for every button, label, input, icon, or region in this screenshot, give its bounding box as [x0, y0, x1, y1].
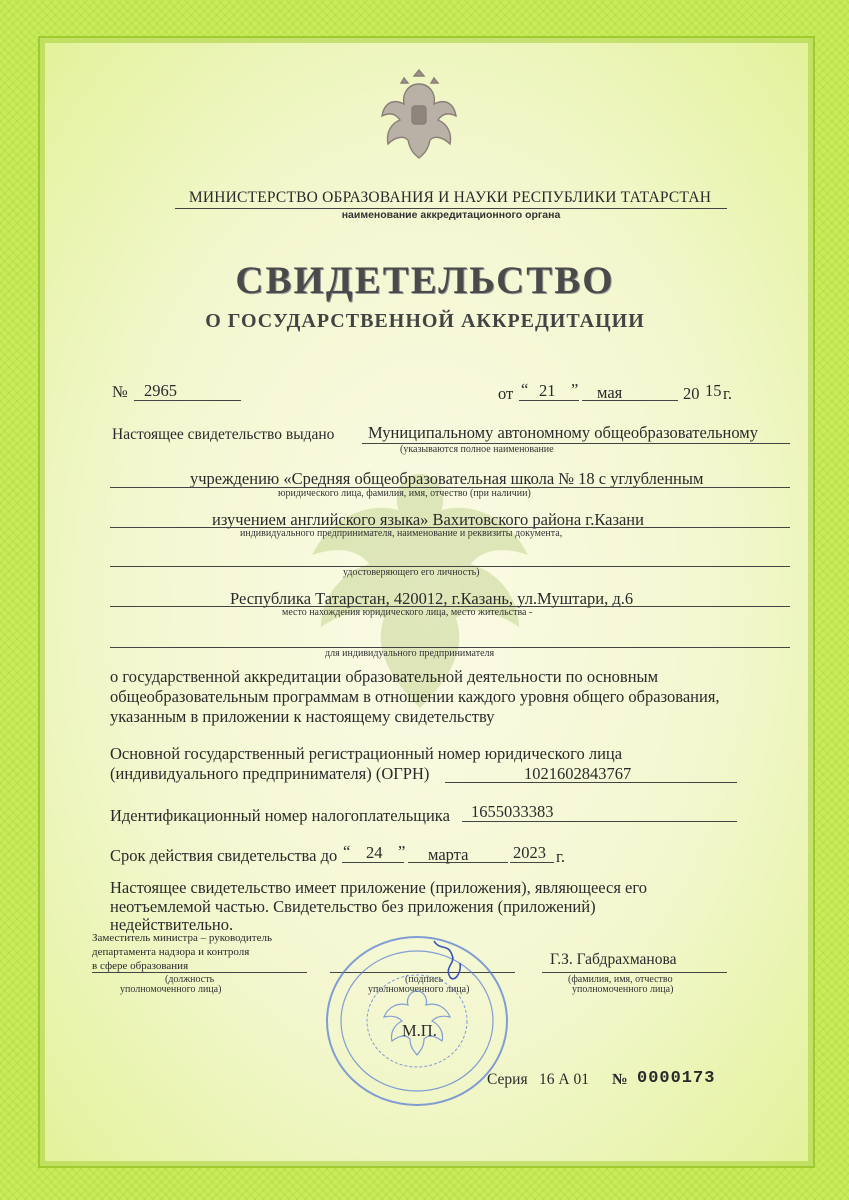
- issued-caption-4: удостоверяющего его личность): [343, 567, 480, 578]
- ministry-caption: наименование аккредитационного органа: [341, 209, 561, 221]
- issued-line-3: изучением английского языка» Вахитовского района г.Казани: [212, 510, 644, 529]
- ogrn-line-2: (индивидуального предпринимателя) (ОГРН): [110, 764, 430, 783]
- year-suffix: 15: [705, 381, 722, 400]
- certificate-number: 2965: [144, 381, 177, 400]
- date-open-quote: “: [521, 380, 529, 399]
- name-underline: [542, 972, 727, 973]
- accreditation-line-2: общеобразовательным программам в отношении каждого уровня общего образования,: [110, 687, 720, 706]
- month-underline: [582, 400, 678, 401]
- validity-year-underline: [510, 862, 554, 863]
- series-value: 16 А 01: [539, 1071, 589, 1088]
- validity-day-underline: [342, 862, 404, 863]
- issued-line-1: Муниципальному автономному общеобразовательному: [368, 423, 758, 442]
- validity-month: марта: [428, 845, 469, 864]
- number-label: №: [112, 382, 128, 401]
- certificate-title: СВИДЕТЕЛЬСТВО: [235, 259, 615, 302]
- issued-line-2: учреждению «Средняя общеобразовательная школа № 18 с углубленным: [190, 469, 704, 488]
- issued-address: Республика Татарстан, 420012, г.Казань, ул.Муштари, д.6: [230, 589, 634, 608]
- serial-number-label: №: [612, 1071, 628, 1088]
- signature-caption-1: (подпись: [405, 974, 444, 985]
- series-label: Серия: [487, 1071, 528, 1088]
- coat-of-arms-emblem: [378, 64, 460, 160]
- inn-value: 1655033383: [471, 802, 554, 821]
- issued-caption-2: юридического лица, фамилия, имя, отчество (при наличии): [278, 488, 531, 499]
- accreditation-line-3: указанным в приложении к настоящему свидетельству: [110, 707, 495, 726]
- date-day: 21: [539, 381, 556, 400]
- issued-caption-1: (указываются полное наименование: [400, 444, 554, 455]
- validity-year: 2023: [513, 843, 546, 862]
- validity-month-underline: [408, 862, 508, 863]
- validity-year-mark: г.: [556, 847, 566, 866]
- inn-label: Идентификационный номер налогоплательщика: [110, 806, 450, 825]
- appendix-line-2: неотъемлемой частью. Свидетельство без приложения (приложений): [110, 897, 596, 916]
- position-caption-1: (должность: [165, 974, 215, 985]
- position-line-3: в сфере образования: [92, 960, 189, 972]
- validity-day: 24: [366, 843, 383, 862]
- position-caption-2: уполномоченного лица): [120, 984, 222, 995]
- certificate-subtitle: О ГОСУДАРСТВЕННОЙ АККРЕДИТАЦИИ: [205, 310, 645, 332]
- date-month: мая: [597, 383, 623, 402]
- handwritten-signature: [434, 941, 460, 979]
- validity-open-quote: “: [343, 842, 351, 861]
- validity-label: Срок действия свидетельства до: [110, 846, 338, 865]
- position-line-2: департамента надзора и контроля: [92, 946, 250, 958]
- position-underline: [92, 972, 307, 973]
- issued-caption-3: индивидуального предпринимателя, наименование и реквизиты документа,: [240, 528, 563, 539]
- issued-label: Настоящее свидетельство выдано: [112, 426, 335, 443]
- issued-caption-6: для индивидуального предпринимателя: [325, 648, 495, 659]
- appendix-line-3: недействительно.: [110, 915, 234, 934]
- mp-mark: М.П.: [402, 1021, 437, 1040]
- date-close-quote: ”: [571, 380, 579, 399]
- signatory-name: Г.З. Габдрахманова: [550, 951, 677, 968]
- inn-underline: [462, 821, 737, 822]
- position-line-1: Заместитель министра – руководитель: [92, 932, 272, 944]
- day-underline: [519, 400, 579, 401]
- year-prefix: 20: [683, 384, 700, 403]
- date-prefix: от: [498, 384, 514, 403]
- name-caption-1: (фамилия, имя, отчество: [568, 974, 673, 985]
- ogrn-line-1: Основной государственный регистрационный номер юридического лица: [110, 744, 623, 763]
- ministry-name: МИНИСТЕРСТВО ОБРАЗОВАНИЯ И НАУКИ РЕСПУБЛИКИ ТАТАРСТАН: [188, 189, 712, 206]
- appendix-line-1: Настоящее свидетельство имеет приложение (приложения), являющееся его: [110, 878, 647, 897]
- year-mark: г.: [723, 384, 733, 403]
- signature-caption-2: уполномоченного лица): [368, 984, 470, 995]
- ogrn-underline: [445, 782, 737, 783]
- validity-close-quote: ”: [398, 842, 406, 861]
- ogrn-value: 1021602843767: [524, 764, 632, 783]
- name-caption-2: уполномоченного лица): [572, 984, 674, 995]
- number-underline: [134, 400, 241, 401]
- serial-number-value: 0000173: [637, 1069, 716, 1088]
- accreditation-line-1: о государственной аккредитации образовательной деятельности по основным: [110, 667, 659, 686]
- issued-caption-5: место нахождения юридического лица, место жительства -: [282, 607, 533, 618]
